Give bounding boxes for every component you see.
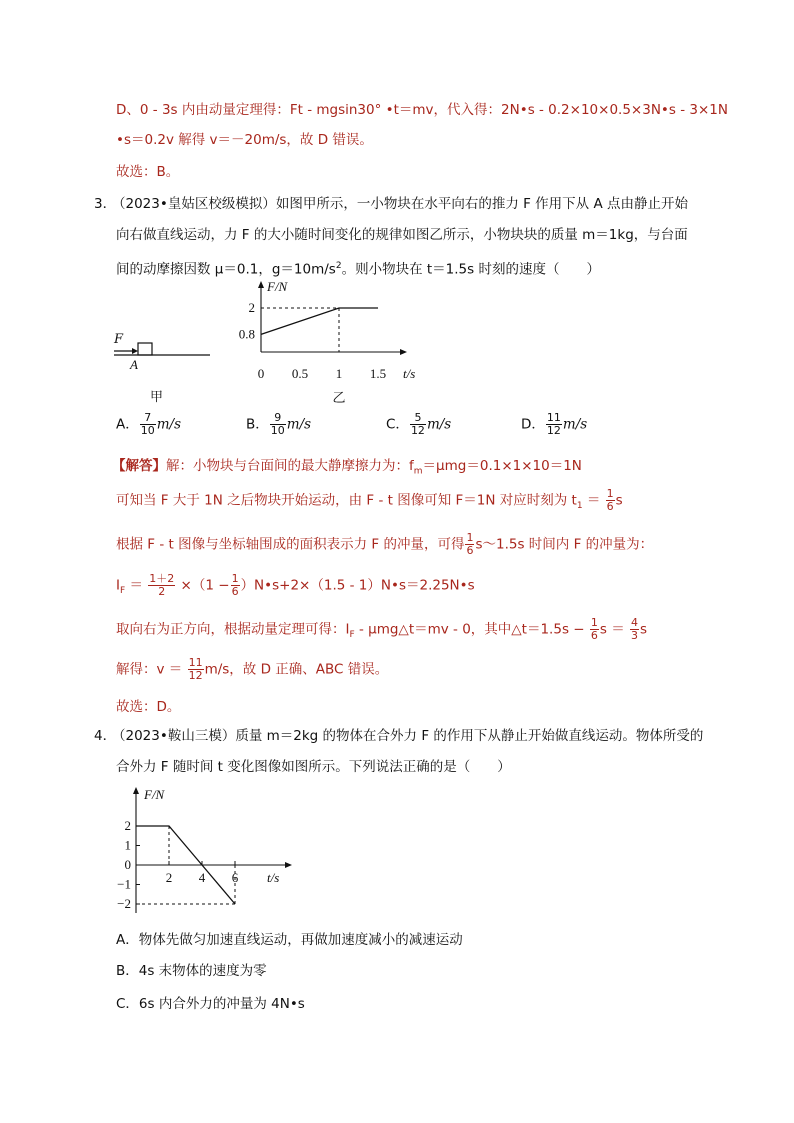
jia-point-label: A [130,357,138,372]
q3-answer-line5: 取向右为正方向，根据动量定理可得：$I_F$ - μmg△t＝mv - 0，其中△t＝1.5s − $\frac{1}{6}$ s ＝ $\frac{4}{3}$ s [116,616,648,642]
chart-caption: 乙 [332,390,346,405]
q3-answer-line6: 解得：v ＝ $\frac{11}{12}$ m/s，故 D 正确、ABC 错误。 [116,656,389,682]
y-tick-label: 0 [124,857,131,872]
force-arrowhead-icon [132,348,138,354]
y-tick-label: 2 [248,300,255,315]
q3-answer-line4: $I_F$ ＝ $\frac{1+2}{2}$ ×（1 − $\frac{1}{6}$ ）N•s+2×（1.5 - 1）N•s＝2.25N•s [116,572,475,598]
q3-option-c[interactable]: C． $\frac{5}{12}$ m/s [386,411,452,437]
series-line [261,308,378,334]
y-axis-arrow-icon [258,281,264,288]
x-axis-label: t/s [403,366,416,381]
y-tick-label: 1 [124,837,131,853]
q4-stem-line2: 合外力 F 随时间 t 变化图像如图所示。下列说法正确的是（ ） [116,759,511,775]
q3-number: 3． [94,196,117,212]
x-tick-label: 4 [198,870,206,885]
q4-option-c[interactable]: C．6s 内合外力的冲量为 4N•s [116,996,305,1012]
q4-option-a[interactable]: A．物体先做匀加速直线运动，再做加速度减小的减速运动 [116,932,463,948]
y-axis-arrow-icon [133,787,139,794]
prev-answer-choice: 故选：B。 [116,164,180,180]
q3-answer-line1: 【解答】解：小物块与台面间的最大静摩擦力为：$f_m=\mu mg=0.1\times 1\times 10=1N$ [112,458,582,477]
q4-number: 4． [94,728,117,744]
x-tick-label: 0.5 [291,366,309,381]
jia-caption: 甲 [150,389,164,404]
x-tick-label: 2 [165,870,173,885]
y-tick-label: −1 [117,876,131,892]
prev-solution-line2: •s＝0.2v 解得 v＝－20m/s，故 D 错误。 [116,132,373,148]
q3-option-d[interactable]: D． $\frac{11}{12}$ m/s [521,411,588,437]
x-tick-label: 1 [335,366,343,381]
q3-answer-choice: 故选：D。 [116,699,181,715]
prev-solution-line1: D、0 - 3s 内由动量定理得：Ft - mgsin30° •t＝mv，代入得：2N•s - 0.2×10×0.5×3N•s - 3×1N [116,102,728,118]
y-axis-label: F/N [144,787,165,802]
q3-stem-line3: 间的动摩擦因数 μ＝0.1，$g=10m/s^2$。则小物块在 t＝1.5s 时刻的速度（ ） [116,261,600,278]
x-tick-label: 0 [257,366,265,381]
x-axis-arrow-icon [285,862,292,868]
q3-stem-line2: 向右做直线运动，力 F 的大小随时间变化的规律如图乙所示，小物块块的质量 m＝1kg，与台面 [116,227,688,243]
q4-stem-line1: （2023•鞍山三模）质量 m＝2kg 的物体在合外力 F 的作用下从静止开始做直线运动。物体所受的 [112,728,704,744]
jia-force-label: F [114,332,124,347]
y-tick-label: 0.8 [238,326,255,342]
x-axis-label: t/s [267,870,280,885]
x-tick-label: 1.5 [369,366,387,381]
q3-chart-yi [225,275,425,405]
y-tick-label: −2 [117,896,131,911]
x-axis-arrow-icon [400,349,407,355]
q3-option-b[interactable]: B． $\frac{9}{10}$ m/s [246,411,312,437]
q3-option-a[interactable]: A． $\frac{7}{10}$ m/s [116,411,182,437]
x-tick-label: 6 [231,870,239,885]
y-axis-label: F/N [267,279,288,294]
q4-chart [112,785,312,920]
q3-stem-line1: （2023•皇姑区校级模拟）如图甲所示，一小物块在水平向右的推力 F 作用下从 A 点由静止开始 [112,196,688,212]
q4-option-b[interactable]: B．4s 末物体的速度为零 [116,963,267,979]
q3-figure-jia [110,325,220,405]
y-tick-label: 2 [124,818,131,833]
block [138,343,152,355]
q3-answer-line3: 根据 F - t 图像与坐标轴围成的面积表示力 F 的冲量，可得 $\frac{1}{6}$ s～1.5s 时间内 F 的冲量为： [116,531,654,557]
q3-answer-line2: 可知当 F 大于 1N 之后物块开始运动，由 F - t 图像可知 F＝1N 对应时刻为 $t_1$ ＝ $\frac{1}{6}$ s [116,487,623,513]
